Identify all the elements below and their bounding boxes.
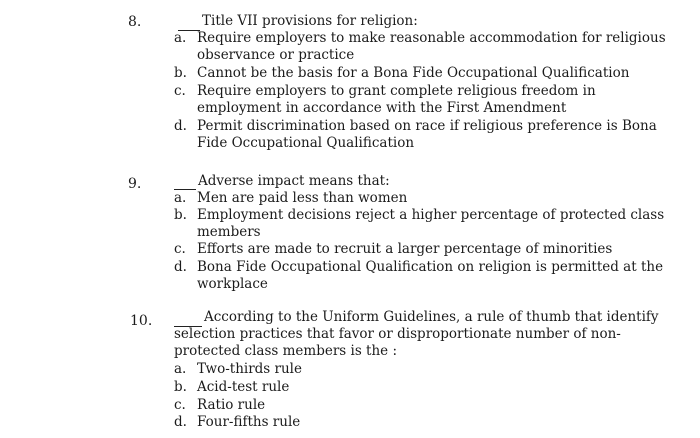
option-letter: d. <box>174 414 187 430</box>
question-stem-line-2: selection practices that favor or disproportionate number of non- <box>174 326 621 342</box>
option-letter: c. <box>174 241 186 257</box>
option-text: Require employers to grant complete religious freedom in <box>197 83 596 99</box>
question-number: 8. <box>128 14 142 30</box>
option-text: Cannot be the basis for a Bona Fide Occupational Qualification <box>197 65 630 81</box>
option-letter: d. <box>174 259 187 275</box>
option-text-continued: Fide Occupational Qualification <box>197 135 415 151</box>
option-text: Men are paid less than women <box>197 190 408 206</box>
question-stem: Adverse impact means that: <box>198 173 390 189</box>
option-letter: c. <box>174 397 186 413</box>
option-text: Two-thirds rule <box>197 361 302 377</box>
question-stem: Title VII provisions for religion: <box>202 13 418 29</box>
option-letter: d. <box>174 118 187 134</box>
option-text: Efforts are made to recruit a larger percentage of minorities <box>197 241 613 257</box>
option-text: Bona Fide Occupational Qualification on religion is permitted at the <box>197 259 664 275</box>
question-number: 9. <box>128 176 142 192</box>
option-letter: a. <box>174 190 187 206</box>
option-letter: b. <box>174 65 187 81</box>
option-letter: c. <box>174 83 186 99</box>
option-text-continued: observance or practice <box>197 47 355 63</box>
option-text-continued: members <box>197 224 261 240</box>
question-stem-line-1: According to the Uniform Guidelines, a rule of thumb that identify <box>204 309 659 325</box>
option-text-continued: employment in accordance with the First Amendment <box>197 100 567 116</box>
option-text: Permit discrimination based on race if religious preference is Bona <box>197 118 657 134</box>
option-text: Employment decisions reject a higher percentage of protected class <box>197 207 665 223</box>
question-number: 10. <box>130 313 153 329</box>
option-text-continued: workplace <box>197 276 268 292</box>
option-letter: a. <box>174 361 187 377</box>
option-letter: b. <box>174 207 187 223</box>
option-text: Ratio rule <box>197 397 266 413</box>
option-text: Acid-test rule <box>197 379 290 395</box>
option-letter: a. <box>174 30 187 46</box>
option-letter: b. <box>174 379 187 395</box>
option-text: Require employers to make reasonable accommodation for religious <box>197 30 666 46</box>
option-text: Four-fifths rule <box>197 414 301 430</box>
question-stem-line-3: protected class members is the : <box>174 343 398 359</box>
